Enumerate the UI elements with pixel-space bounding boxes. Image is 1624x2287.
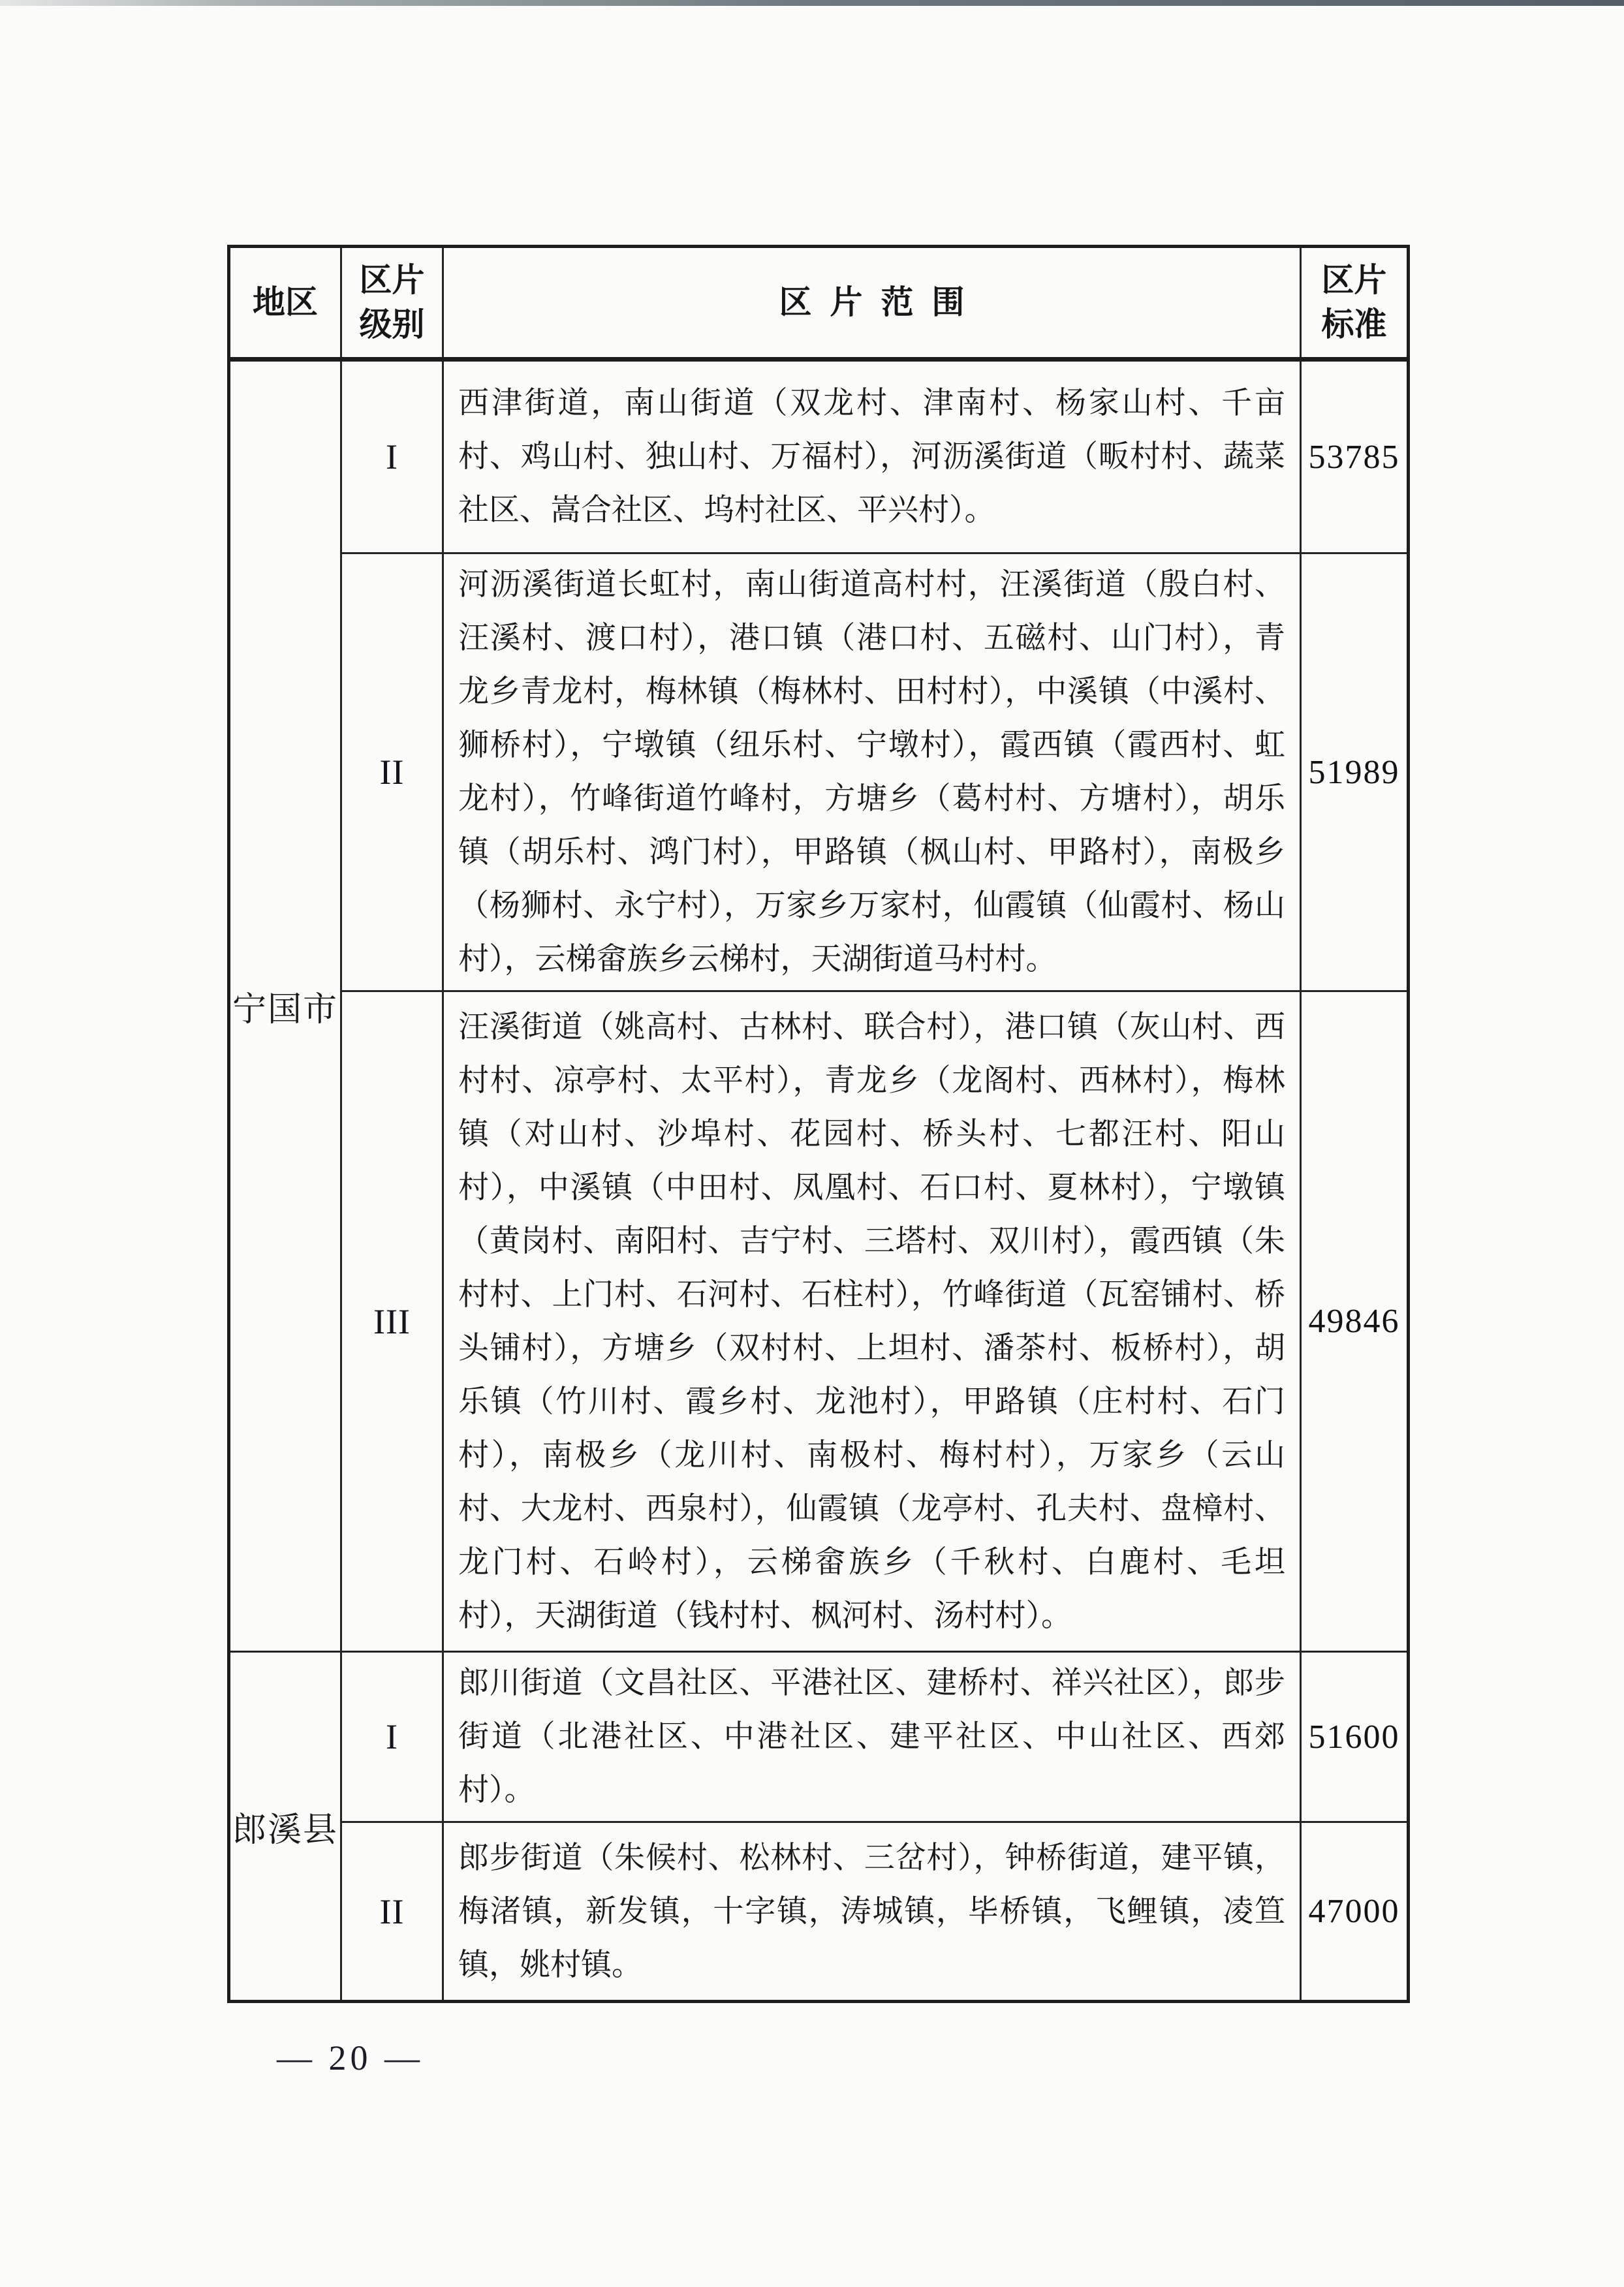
scope-cell: 郎步街道（朱候村、松林村、三岔村），钟桥街道，建平镇，梅渚镇，新发镇，十字镇，涛城镇，毕桥镇，飞鲤镇，凌笪镇，姚村镇。	[443, 1822, 1301, 2002]
column-header-scope-label: 区片范围	[779, 283, 983, 320]
table-row-ningguo-level1	[229, 360, 1409, 553]
table-row-langxi-level1	[229, 1652, 1409, 1822]
page-number: — 20 —	[277, 2038, 424, 2077]
level-cell: I	[341, 1652, 443, 1822]
level-cell: I	[341, 360, 443, 553]
scope-cell: 河沥溪街道长虹村，南山街道高村村，汪溪街道（殷白村、汪溪村、渡口村），港口镇（港口村、五磁村、山门村），青龙乡青龙村，梅林镇（梅林村、田村村），中溪镇（中溪村、狮桥村），宁墩镇（纽乐村、宁墩村），霞西镇（霞西村、虹龙村），竹峰街道竹峰村，方塘乡（葛村村、方塘村），胡乐镇（胡乐村、鸿门村），甲路镇（枫山村、甲路村），南极乡（杨狮村、永宁村），万家乡万家村，仙霞镇（仙霞村、杨山村），云梯畲族乡云梯村，天湖街道马村村。	[443, 553, 1301, 991]
standard-cell: 47000	[1301, 1822, 1409, 2002]
column-header-region	[229, 247, 341, 360]
table-row-ningguo-level2	[229, 553, 1409, 991]
column-header-level-line2: 级别	[359, 305, 425, 343]
column-header-standard	[1301, 247, 1409, 360]
column-header-region-label: 地区	[253, 283, 318, 320]
table-row-ningguo-level3	[229, 991, 1409, 1652]
region-cell-ningguo: 宁国市	[229, 360, 341, 1652]
region-cell-langxi: 郎溪县	[229, 1652, 341, 2002]
table-header-row	[229, 247, 1409, 360]
standard-cell: 49846	[1301, 991, 1409, 1652]
scan-artifact-top-edge	[0, 0, 1624, 6]
scope-cell: 郎川街道（文昌社区、平港社区、建桥村、祥兴社区），郎步街道（北港社区、中港社区、建平社区、中山社区、西郊村）。	[443, 1652, 1301, 1822]
level-cell: II	[341, 553, 443, 991]
level-cell: II	[341, 1822, 443, 2002]
column-header-level	[341, 247, 443, 360]
column-header-level-line1: 区片	[359, 262, 425, 298]
level-cell: III	[341, 991, 443, 1652]
column-header-standard-line1: 区片	[1321, 262, 1387, 298]
standard-cell: 53785	[1301, 360, 1409, 553]
column-header-scope	[443, 247, 1301, 360]
standard-cell: 51989	[1301, 553, 1409, 991]
scope-cell: 西津街道，南山街道（双龙村、津南村、杨家山村、千亩村、鸡山村、独山村、万福村），河沥溪街道（畈村村、蔬菜社区、嵩合社区、坞村社区、平兴村）。	[443, 360, 1301, 553]
compensation-zone-standard-table	[227, 245, 1410, 2003]
scope-cell: 汪溪街道（姚高村、古林村、联合村），港口镇（灰山村、西村村、凉亭村、太平村），青龙乡（龙阁村、西林村），梅林镇（对山村、沙埠村、花园村、桥头村、七都汪村、阳山村），中溪镇（中田村、凤凰村、石口村、夏林村），宁墩镇（黄岗村、南阳村、吉宁村、三塔村、双川村），霞西镇（朱村村、上门村、石河村、石柱村），竹峰街道（瓦窑铺村、桥头铺村），方塘乡（双村村、上坦村、潘茶村、板桥村），胡乐镇（竹川村、霞乡村、龙池村），甲路镇（庄村村、石门村），南极乡（龙川村、南极村、梅村村），万家乡（云山村、大龙村、西泉村），仙霞镇（龙亭村、孔夫村、盘樟村、龙门村、石岭村），云梯畲族乡（千秋村、白鹿村、毛坦村），天湖街道（钱村村、枫河村、汤村村）。	[443, 991, 1301, 1652]
table-row-langxi-level2	[229, 1822, 1409, 2002]
column-header-standard-line2: 标准	[1321, 305, 1387, 343]
standard-cell: 51600	[1301, 1652, 1409, 1822]
